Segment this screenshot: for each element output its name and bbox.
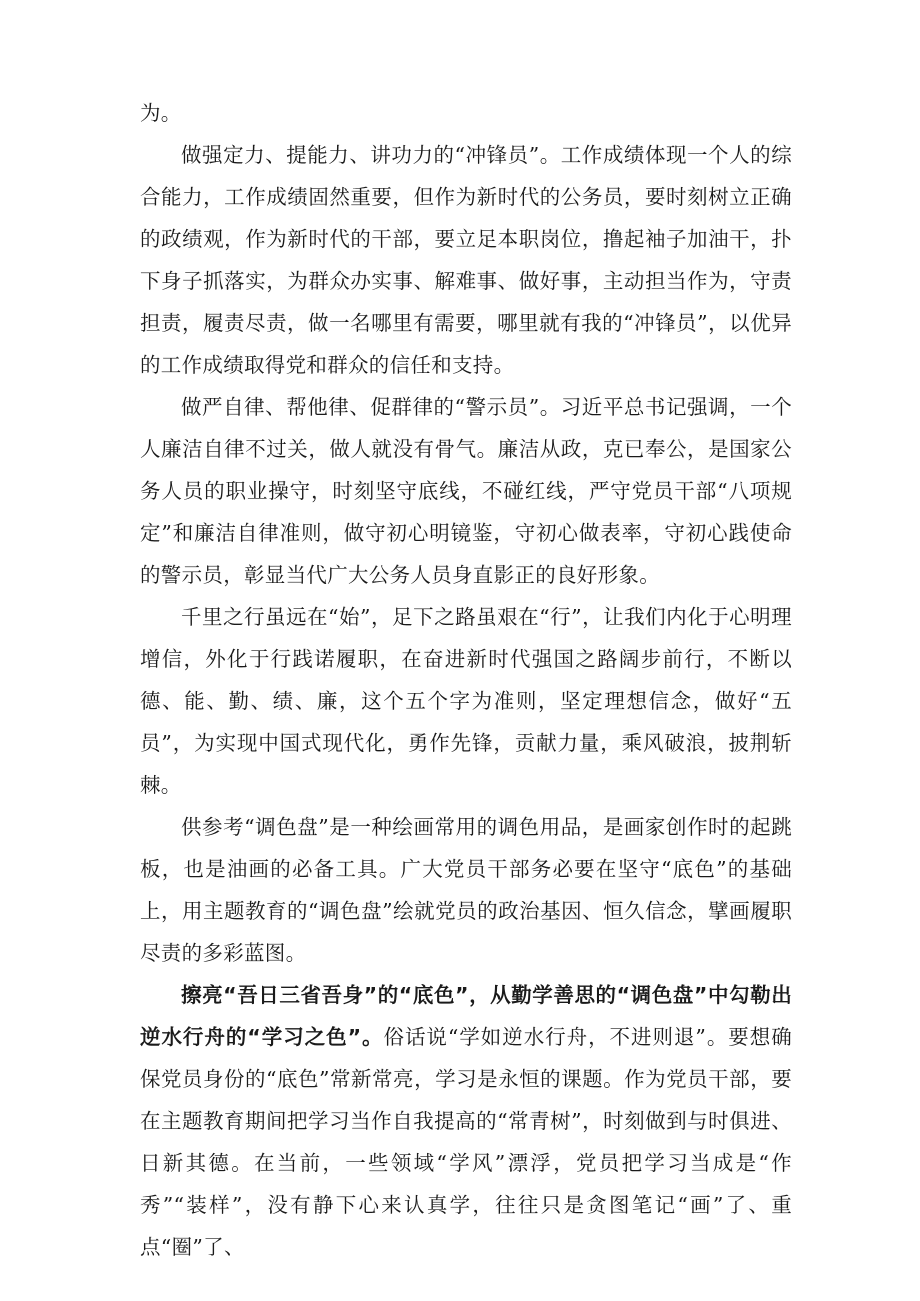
paragraph-bold-lead: 擦亮“吾日三省吾身”的“底色”，从勤学善思的“调色盘”中勾勒出逆水行舟的“学习之色”。 xyxy=(140,983,792,1049)
paragraph-text: 千里之行虽远在“始”，足下之路虽艰在“行”，让我们内化于心明理增信，外化于行践诺履职，在奋进新时代强国之路阔步前行，不断以德、能、勤、绩、廉，这个五个字为准则，坚定理想信念，做好“五员”，为实现中国式现代化，勇作先锋，贡献力量，乘风破浪，披荆斩棘。 xyxy=(140,605,792,797)
paragraph-text: 俗话说“学如逆水行舟，不进则退”。要想确保党员身份的“底色”常新常亮，学习是永恒的课题。作为党员干部，要在主题教育期间把学习当作自我提高的“常青树”，时刻做到与时俱进、日新其德。在当前，一些领域“学风”漂浮，党员把学习当成是“作秀”“装样”，没有静下心来认真学，往往只是贪图笔记“画”了、重点“圈”了、 xyxy=(140,1025,792,1259)
paragraph-text: 为。 xyxy=(140,101,182,125)
paragraph-text: 做强定力、提能力、讲功力的“冲锋员”。工作成绩体现一个人的综合能力，工作成绩固然重要，但作为新时代的公务员，要时刻树立正确的政绩观，作为新时代的干部，要立足本职岗位，撸起袖子加油干，扑下身子抓落实，为群众办实事、解难事、做好事，主动担当作为，守责担责，履责尽责，做一名哪里有需要，哪里就有我的“冲锋员”，以优异的工作成绩取得党和群众的信任和支持。 xyxy=(140,143,792,377)
paragraph-vanguard xyxy=(140,134,792,386)
paragraph-journey xyxy=(140,596,792,806)
paragraph-text: 做严自律、帮他律、促群律的“警示员”。习近平总书记强调，一个人廉洁自律不过关，做人就没有骨气。廉洁从政，克已奉公，是国家公务人员的职业操守，时刻坚守底线，不碰红线，严守党员干部“八项规定”和廉洁自律准则，做守初心明镜鉴，守初心做表率，守初心践使命的警示员，彰显当代广大公务人员身直影正的良好形象。 xyxy=(140,395,792,587)
document-body xyxy=(140,92,792,1268)
paragraph-palette xyxy=(140,806,792,974)
paragraph-fragment xyxy=(140,92,792,134)
paragraph-study xyxy=(140,974,792,1268)
paragraph-warning xyxy=(140,386,792,596)
paragraph-text: 供参考“调色盘”是一种绘画常用的调色用品，是画家创作时的起跳板，也是油画的必备工具。广大党员干部务必要在坚守“底色”的基础上，用主题教育的“调色盘”绘就党员的政治基因、恒久信念，擘画履职尽责的多彩蓝图。 xyxy=(140,815,792,965)
